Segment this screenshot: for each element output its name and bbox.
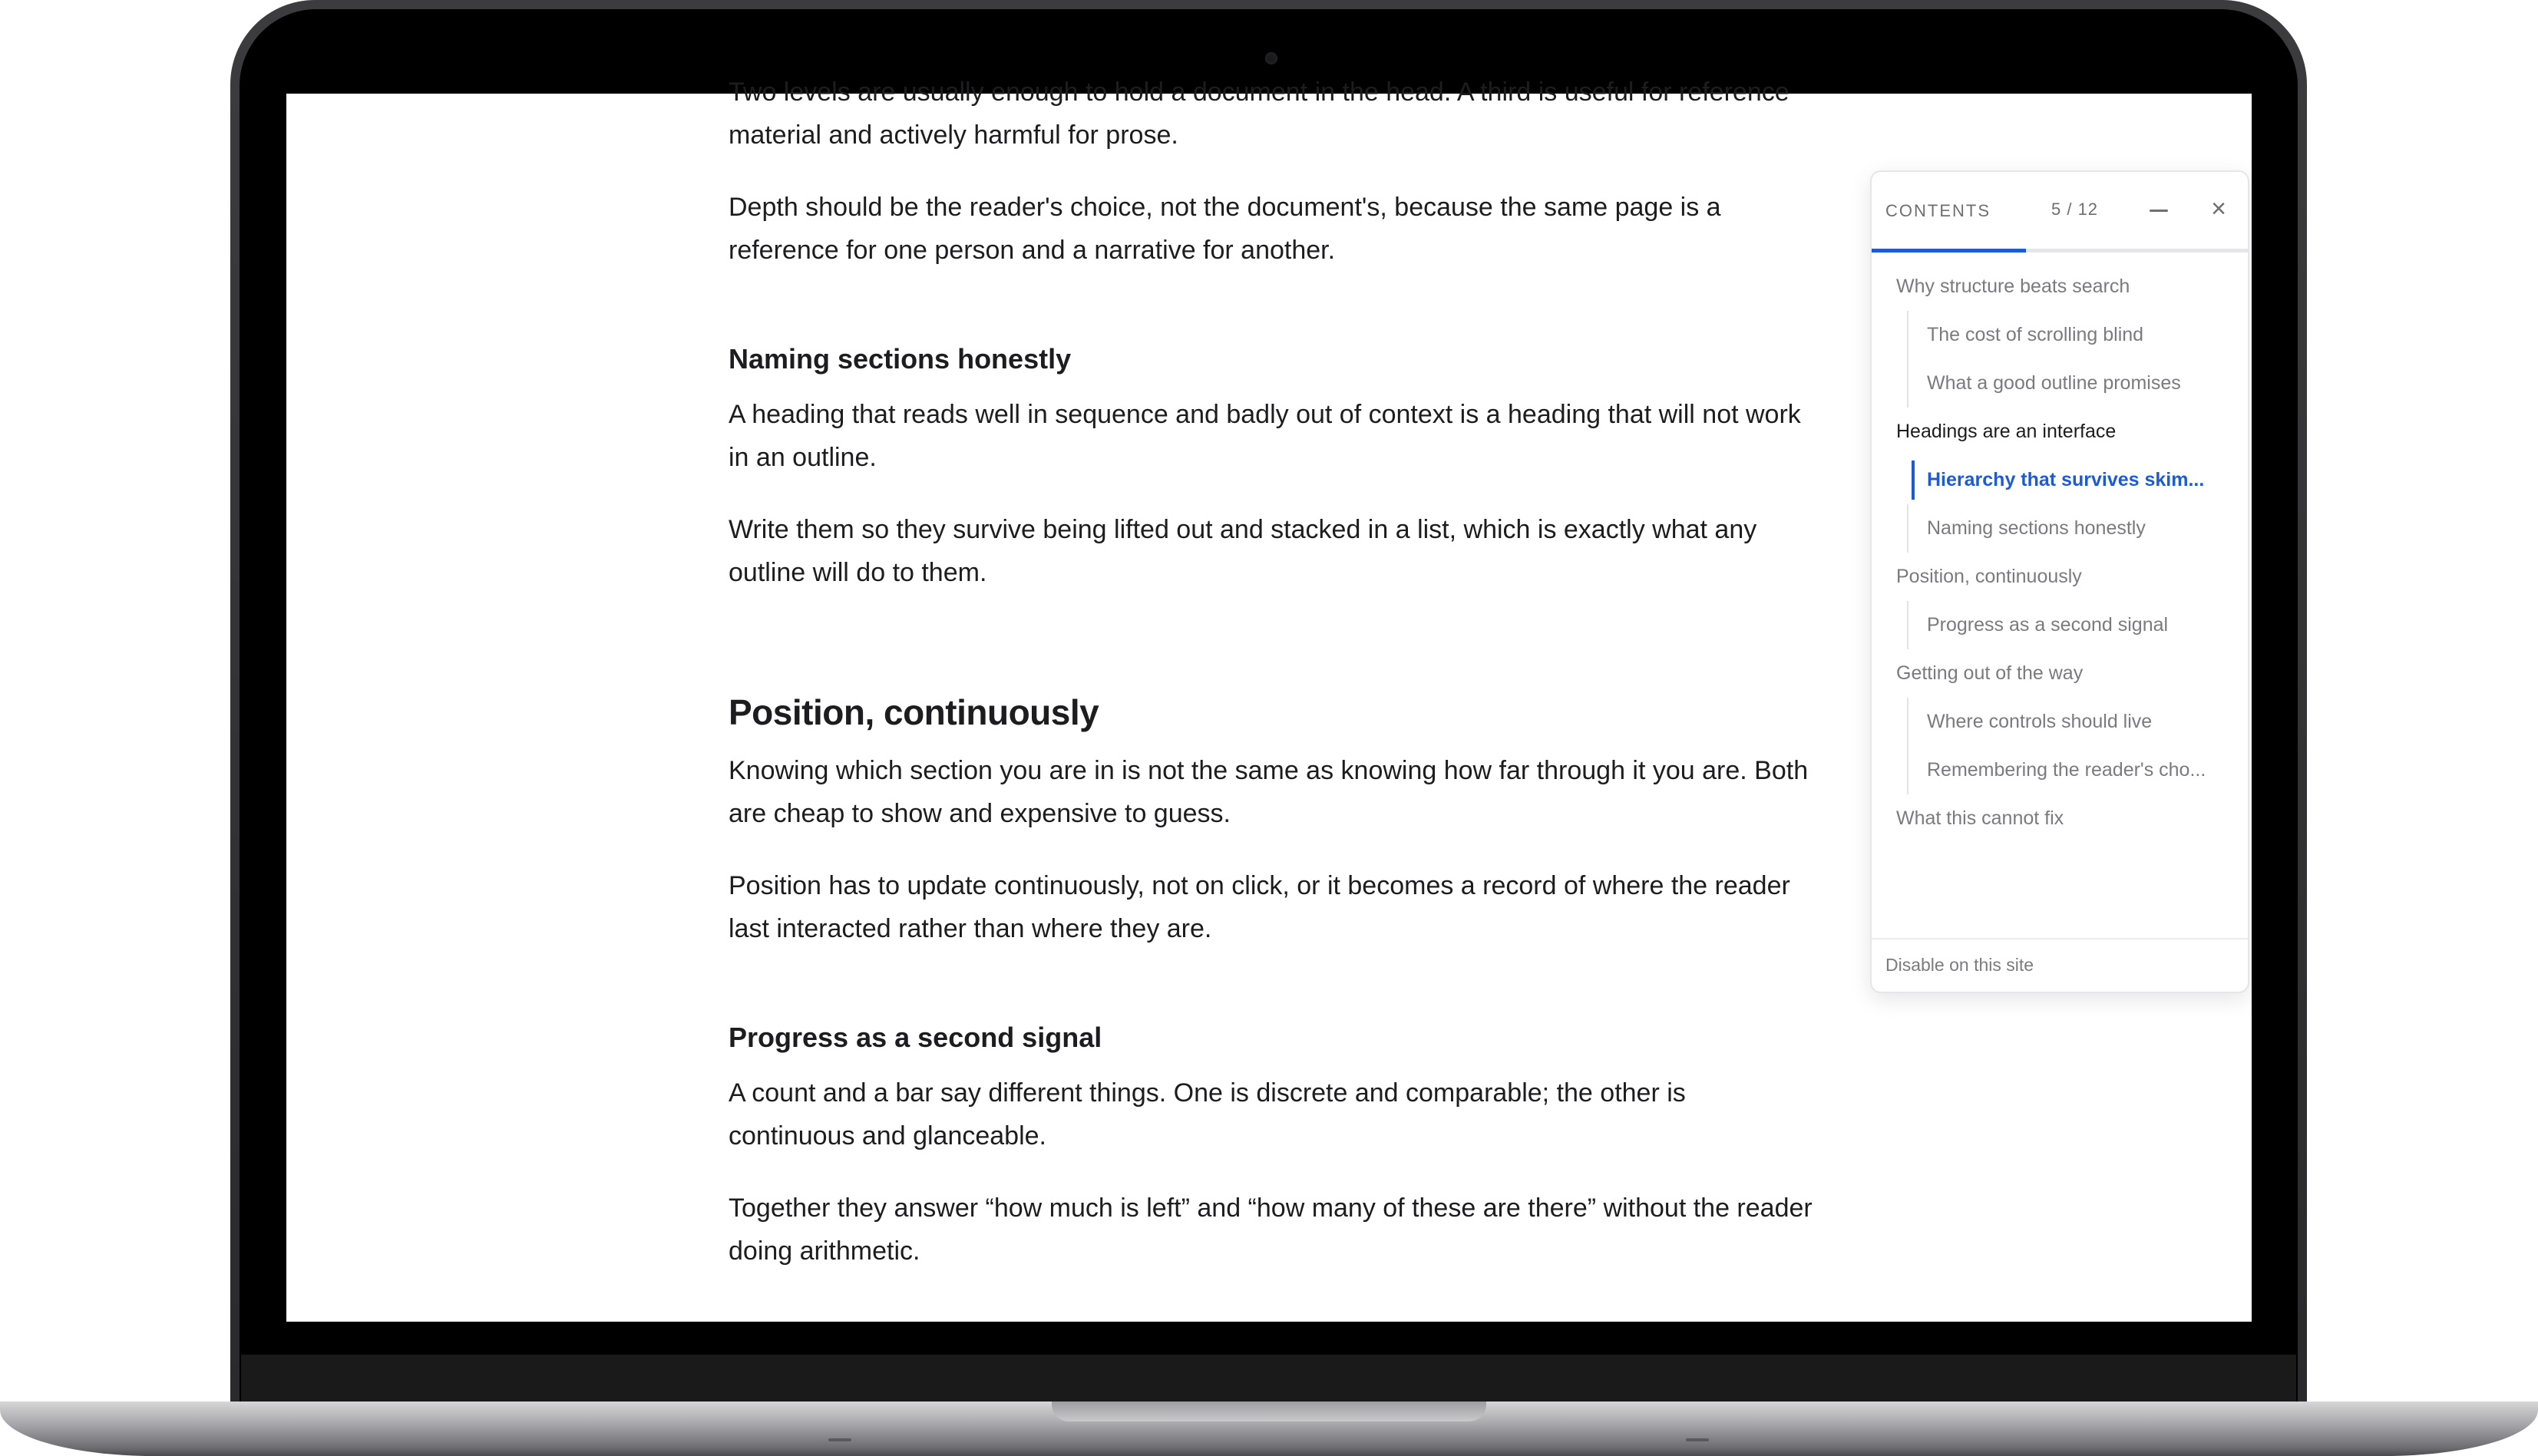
browser-screen	[286, 78, 2252, 1322]
subsection-heading: Naming sections honestly	[729, 343, 1072, 375]
section-heading: Position, continuously	[729, 692, 1099, 732]
camera-icon	[1265, 52, 1277, 64]
toc-item[interactable]: Why structure beats search	[1896, 276, 2130, 297]
article-paragraph: A heading that reads well in sequence and badly out of context is a heading that will not work in an outline.	[729, 400, 1801, 472]
subsection-spacer	[729, 301, 1819, 341]
article-paragraph: Write them so they survive being lifted out and stacked in a list, which is exactly what any outline will do to them.	[729, 515, 1757, 587]
toc-item[interactable]: Progress as a second signal	[1872, 601, 2248, 649]
article-paragraph: Depth should be the reader's choice, not the document's, because the same page is a reference for one person and a narrative for another.	[729, 193, 1721, 265]
toc-panel	[1870, 170, 2249, 993]
toc-item[interactable]: Naming sections honestly	[1872, 504, 2248, 553]
toc-item[interactable]: What this cannot fix	[1896, 807, 2064, 829]
toc-item[interactable]: Hierarchy that survives skim...	[1872, 456, 2248, 504]
subsection-heading: Progress as a second signal	[729, 1022, 1102, 1053]
toc-item[interactable]: Remembering the reader's cho...	[1872, 746, 2248, 794]
laptop-opening-notch	[1052, 1402, 1486, 1421]
toc-title: CONTENTS	[1885, 201, 1991, 220]
article-paragraph: Together they answer “how much is left” and “how many of these are there” without the reader doing arithmetic.	[729, 1194, 1813, 1266]
toc-header	[1872, 172, 2248, 249]
section-spacer	[729, 623, 1819, 689]
toc-item[interactable]: The cost of scrolling blind	[1872, 311, 2248, 359]
toc-list	[1872, 262, 2248, 843]
close-icon[interactable]: ×	[2211, 194, 2226, 223]
toc-progress-fill	[1872, 249, 2026, 253]
article-paragraph: Two levels are usually enough to hold a document in the head. A third is useful for reference material and actively harmful for prose.	[729, 78, 1789, 150]
article-paragraph: A count and a bar say different things. One is discrete and comparable; the other is continuous and glanceable.	[729, 1078, 1686, 1151]
article-body	[729, 71, 1819, 1302]
toc-item[interactable]: Headings are an interface	[1896, 421, 2117, 442]
minus-icon[interactable]	[2142, 193, 2176, 227]
disable-on-site-link[interactable]: Disable on this site	[1885, 955, 2034, 975]
laptop-foot-right	[1686, 1438, 1709, 1441]
article-paragraph: Position has to update continuously, not on click, or it becomes a record of where the reader last interacted rather than where they are.	[729, 871, 1790, 943]
toc-item[interactable]: Position, continuously	[1896, 566, 2082, 587]
laptop-foot-left	[828, 1438, 851, 1441]
toc-section-counter: 5 / 12	[2051, 200, 2099, 219]
toc-item[interactable]: What a good outline promises	[1872, 359, 2248, 408]
article-paragraph: Knowing which section you are in is not the same as knowing how far through it you are. Both are cheap to show and expensive to guess.	[729, 756, 1809, 828]
toc-footer	[1872, 938, 2248, 992]
toc-item[interactable]: Getting out of the way	[1896, 662, 2084, 684]
toc-item[interactable]: Where controls should live	[1872, 698, 2248, 746]
toc-progress-bar	[1872, 249, 2248, 253]
subsection-spacer	[729, 979, 1819, 1019]
